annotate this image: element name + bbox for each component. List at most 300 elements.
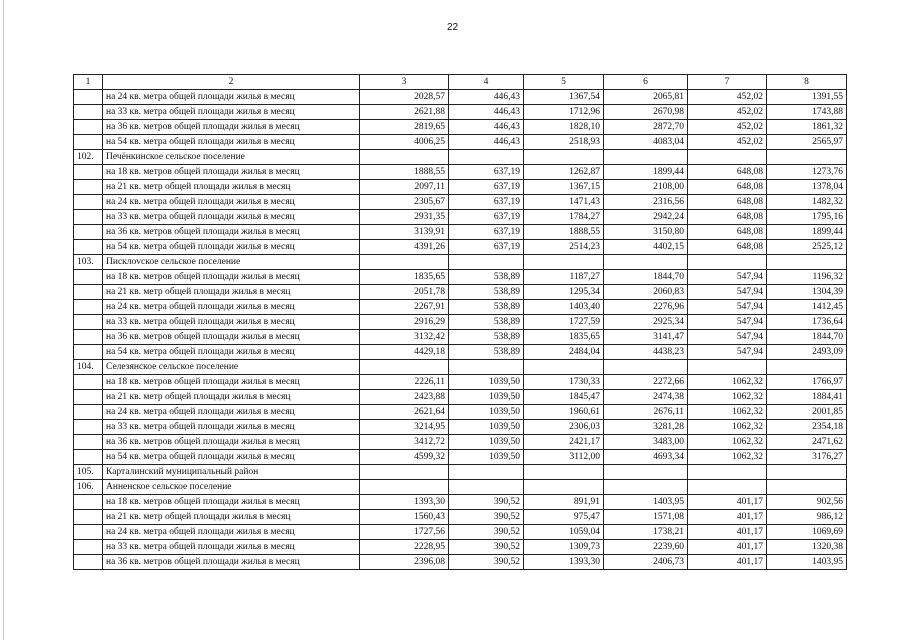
value-cell: 1960,61 — [524, 405, 604, 420]
table-row — [74, 405, 847, 420]
table-row — [74, 315, 847, 330]
header-cell: 8 — [767, 75, 847, 90]
description-cell: на 18 кв. метров общей площади жилья в месяц — [103, 270, 360, 285]
value-cell: 2493,09 — [767, 345, 847, 360]
value-cell: 547,94 — [688, 285, 767, 300]
table-row — [74, 90, 847, 105]
row-number-cell — [74, 225, 103, 240]
value-cell: 2267,91 — [360, 300, 449, 315]
value-cell: 2421,17 — [524, 435, 604, 450]
description-cell: на 54 кв. метра общей площади жилья в месяц — [103, 135, 360, 150]
description-cell: на 24 кв. метра общей площади жилья в месяц — [103, 300, 360, 315]
value-cell: 648,08 — [688, 210, 767, 225]
table-row — [74, 555, 847, 570]
row-number-cell: 103. — [74, 255, 103, 270]
value-cell: 2471,62 — [767, 435, 847, 450]
value-cell: 3150,80 — [604, 225, 688, 240]
value-cell: 1844,70 — [767, 330, 847, 345]
value-cell: 2305,67 — [360, 195, 449, 210]
section-row — [74, 360, 847, 375]
value-cell: 648,08 — [688, 180, 767, 195]
row-number-cell: 105. — [74, 465, 103, 480]
section-title-cell: Писклovское сельское поселение — [103, 255, 360, 270]
value-cell: 2518,93 — [524, 135, 604, 150]
value-cell: 2306,03 — [524, 420, 604, 435]
value-cell: 390,52 — [449, 525, 524, 540]
value-cell: 1039,50 — [449, 435, 524, 450]
value-cell: 1712,96 — [524, 105, 604, 120]
value-cell — [524, 255, 604, 270]
table-row — [74, 390, 847, 405]
value-cell: 1062,32 — [688, 375, 767, 390]
value-cell: 1304,39 — [767, 285, 847, 300]
table-row — [74, 120, 847, 135]
value-cell: 401,17 — [688, 555, 767, 570]
value-cell: 1861,32 — [767, 120, 847, 135]
description-cell: на 54 кв. метра общей площади жилья в месяц — [103, 345, 360, 360]
row-number-cell — [74, 495, 103, 510]
value-cell: 1888,55 — [524, 225, 604, 240]
value-cell: 1039,50 — [449, 390, 524, 405]
row-number-cell: 104. — [74, 360, 103, 375]
description-cell: на 21 кв. метр общей площади жилья в месяц — [103, 390, 360, 405]
value-cell: 2525,12 — [767, 240, 847, 255]
value-cell: 4429,18 — [360, 345, 449, 360]
value-cell: 648,08 — [688, 165, 767, 180]
value-cell: 1738,21 — [604, 525, 688, 540]
header-cell: 1 — [74, 75, 103, 90]
description-cell: на 24 кв. метра общей площади жилья в месяц — [103, 90, 360, 105]
value-cell — [688, 255, 767, 270]
description-cell: на 21 кв. метр общей площади жилья в месяц — [103, 285, 360, 300]
value-cell — [524, 360, 604, 375]
value-cell: 2406,73 — [604, 555, 688, 570]
value-cell: 2060,83 — [604, 285, 688, 300]
value-cell: 891,91 — [524, 495, 604, 510]
description-cell: на 21 кв. метр общей площади жилья в месяц — [103, 510, 360, 525]
scan-edge-line — [3, 0, 4, 640]
table-row — [74, 510, 847, 525]
value-cell: 1743,88 — [767, 105, 847, 120]
row-number-cell: 102. — [74, 150, 103, 165]
description-cell: на 24 кв. метра общей площади жилья в месяц — [103, 405, 360, 420]
table-row — [74, 300, 847, 315]
value-cell: 1039,50 — [449, 450, 524, 465]
table-row — [74, 105, 847, 120]
row-number-cell — [74, 420, 103, 435]
value-cell: 1039,50 — [449, 420, 524, 435]
value-cell: 1378,04 — [767, 180, 847, 195]
value-cell: 637,19 — [449, 210, 524, 225]
tariff-table — [73, 74, 847, 570]
description-cell: на 33 кв. метра общей площади жилья в месяц — [103, 540, 360, 555]
value-cell: 2228,95 — [360, 540, 449, 555]
value-cell: 401,17 — [688, 525, 767, 540]
value-cell: 4599,32 — [360, 450, 449, 465]
value-cell: 3176,27 — [767, 450, 847, 465]
value-cell: 1899,44 — [604, 165, 688, 180]
row-number-cell — [74, 105, 103, 120]
table-row — [74, 180, 847, 195]
description-cell: на 36 кв. метров общей площади жилья в месяц — [103, 330, 360, 345]
value-cell: 2097,11 — [360, 180, 449, 195]
row-number-cell — [74, 345, 103, 360]
value-cell — [688, 150, 767, 165]
value-cell: 637,19 — [449, 165, 524, 180]
description-cell: на 33 кв. метра общей площади жилья в месяц — [103, 420, 360, 435]
value-cell: 547,94 — [688, 270, 767, 285]
description-cell: на 54 кв. метра общей площади жилья в месяц — [103, 450, 360, 465]
value-cell: 446,43 — [449, 135, 524, 150]
description-cell: на 18 кв. метров общей площади жилья в месяц — [103, 495, 360, 510]
value-cell: 452,02 — [688, 105, 767, 120]
value-cell — [767, 480, 847, 495]
value-cell: 401,17 — [688, 510, 767, 525]
value-cell — [524, 465, 604, 480]
description-cell: на 33 кв. метра общей площади жилья в месяц — [103, 315, 360, 330]
value-cell: 3141,47 — [604, 330, 688, 345]
value-cell: 1403,95 — [604, 495, 688, 510]
value-cell: 1884,41 — [767, 390, 847, 405]
value-cell: 390,52 — [449, 540, 524, 555]
value-cell — [524, 480, 604, 495]
value-cell: 1727,56 — [360, 525, 449, 540]
row-number-cell — [74, 435, 103, 450]
value-cell: 538,89 — [449, 300, 524, 315]
value-cell — [604, 360, 688, 375]
table-row — [74, 165, 847, 180]
value-cell: 1412,45 — [767, 300, 847, 315]
value-cell: 1727,59 — [524, 315, 604, 330]
description-cell: на 18 кв. метров общей площади жилья в месяц — [103, 375, 360, 390]
value-cell: 2621,64 — [360, 405, 449, 420]
value-cell: 4083,04 — [604, 135, 688, 150]
value-cell: 1062,32 — [688, 435, 767, 450]
value-cell: 1795,16 — [767, 210, 847, 225]
table-row — [74, 345, 847, 360]
header-cell: 3 — [360, 75, 449, 90]
value-cell — [688, 360, 767, 375]
value-cell: 1062,32 — [688, 450, 767, 465]
value-cell: 637,19 — [449, 225, 524, 240]
value-cell: 2276,96 — [604, 300, 688, 315]
value-cell: 2051,78 — [360, 285, 449, 300]
value-cell: 3139,91 — [360, 225, 449, 240]
value-cell: 2676,11 — [604, 405, 688, 420]
value-cell — [604, 465, 688, 480]
value-cell: 1039,50 — [449, 405, 524, 420]
value-cell: 446,43 — [449, 120, 524, 135]
value-cell: 1309,73 — [524, 540, 604, 555]
value-cell: 2484,04 — [524, 345, 604, 360]
value-cell: 2108,00 — [604, 180, 688, 195]
description-cell: на 36 кв. метров общей площади жилья в месяц — [103, 435, 360, 450]
row-number-cell: 106. — [74, 480, 103, 495]
value-cell: 3483,00 — [604, 435, 688, 450]
value-cell: 2316,56 — [604, 195, 688, 210]
page-number: 22 — [446, 22, 459, 33]
value-cell — [449, 150, 524, 165]
section-row — [74, 480, 847, 495]
table-row — [74, 285, 847, 300]
value-cell: 1295,34 — [524, 285, 604, 300]
value-cell: 2423,88 — [360, 390, 449, 405]
value-cell: 3132,42 — [360, 330, 449, 345]
value-cell — [604, 480, 688, 495]
value-cell: 2354,18 — [767, 420, 847, 435]
value-cell: 2942,24 — [604, 210, 688, 225]
description-cell: на 24 кв. метра общей площади жилья в месяц — [103, 525, 360, 540]
description-cell: на 33 кв. метра общей площади жилья в месяц — [103, 105, 360, 120]
description-cell: на 36 кв. метров общей площади жилья в месяц — [103, 555, 360, 570]
value-cell — [767, 360, 847, 375]
value-cell: 1482,32 — [767, 195, 847, 210]
table-row — [74, 225, 847, 240]
value-cell: 648,08 — [688, 240, 767, 255]
value-cell — [767, 255, 847, 270]
value-cell: 1062,32 — [688, 390, 767, 405]
value-cell: 547,94 — [688, 330, 767, 345]
value-cell: 637,19 — [449, 195, 524, 210]
value-cell: 4402,15 — [604, 240, 688, 255]
value-cell: 1039,50 — [449, 375, 524, 390]
value-cell: 2670,98 — [604, 105, 688, 120]
value-cell: 648,08 — [688, 195, 767, 210]
value-cell: 1393,30 — [360, 495, 449, 510]
value-cell — [604, 150, 688, 165]
section-title-cell: Анненское сельское поселение — [103, 480, 360, 495]
row-number-cell — [74, 375, 103, 390]
value-cell: 1393,30 — [524, 555, 604, 570]
value-cell — [688, 480, 767, 495]
row-number-cell — [74, 315, 103, 330]
table-row — [74, 495, 847, 510]
value-cell: 4438,23 — [604, 345, 688, 360]
value-cell: 2226,11 — [360, 375, 449, 390]
value-cell: 1069,69 — [767, 525, 847, 540]
value-cell: 1784,27 — [524, 210, 604, 225]
value-cell: 538,89 — [449, 330, 524, 345]
row-number-cell — [74, 450, 103, 465]
value-cell — [360, 255, 449, 270]
value-cell: 2396,08 — [360, 555, 449, 570]
value-cell — [360, 150, 449, 165]
section-row — [74, 255, 847, 270]
value-cell: 1736,64 — [767, 315, 847, 330]
value-cell: 538,89 — [449, 285, 524, 300]
value-cell: 2065,81 — [604, 90, 688, 105]
row-number-cell — [74, 390, 103, 405]
section-title-cell: Селезянское сельское поселение — [103, 360, 360, 375]
row-number-cell — [74, 120, 103, 135]
value-cell: 1367,54 — [524, 90, 604, 105]
value-cell: 1403,40 — [524, 300, 604, 315]
value-cell: 2925,34 — [604, 315, 688, 330]
value-cell: 1835,65 — [524, 330, 604, 345]
table-header-row — [74, 75, 847, 90]
header-cell: 6 — [604, 75, 688, 90]
value-cell: 2239,60 — [604, 540, 688, 555]
value-cell: 2474,38 — [604, 390, 688, 405]
row-number-cell — [74, 330, 103, 345]
value-cell: 1059,04 — [524, 525, 604, 540]
value-cell: 1403,95 — [767, 555, 847, 570]
value-cell: 4693,34 — [604, 450, 688, 465]
value-cell: 1828,10 — [524, 120, 604, 135]
row-number-cell — [74, 510, 103, 525]
value-cell: 401,17 — [688, 540, 767, 555]
value-cell: 452,02 — [688, 135, 767, 150]
value-cell: 1062,32 — [688, 405, 767, 420]
value-cell: 637,19 — [449, 240, 524, 255]
value-cell: 2872,70 — [604, 120, 688, 135]
value-cell: 975,47 — [524, 510, 604, 525]
value-cell: 1262,87 — [524, 165, 604, 180]
value-cell — [360, 360, 449, 375]
value-cell: 2001,85 — [767, 405, 847, 420]
table-row — [74, 375, 847, 390]
row-number-cell — [74, 90, 103, 105]
row-number-cell — [74, 285, 103, 300]
value-cell — [360, 480, 449, 495]
row-number-cell — [74, 210, 103, 225]
value-cell: 2272,66 — [604, 375, 688, 390]
table-row — [74, 525, 847, 540]
row-number-cell — [74, 540, 103, 555]
header-cell: 7 — [688, 75, 767, 90]
value-cell: 538,89 — [449, 270, 524, 285]
value-cell: 446,43 — [449, 90, 524, 105]
value-cell — [767, 150, 847, 165]
value-cell: 1560,43 — [360, 510, 449, 525]
row-number-cell — [74, 270, 103, 285]
value-cell: 2819,65 — [360, 120, 449, 135]
description-cell: на 18 кв. метров общей площади жилья в месяц — [103, 165, 360, 180]
value-cell: 547,94 — [688, 315, 767, 330]
value-cell: 1187,27 — [524, 270, 604, 285]
section-title-cell: Печёнкинское сельское поселение — [103, 150, 360, 165]
value-cell: 986,12 — [767, 510, 847, 525]
description-cell: на 54 кв. метра общей площади жилья в месяц — [103, 240, 360, 255]
description-cell: на 33 кв. метра общей площади жилья в месяц — [103, 210, 360, 225]
description-cell: на 36 кв. метров общей площади жилья в месяц — [103, 225, 360, 240]
value-cell: 2916,29 — [360, 315, 449, 330]
value-cell: 547,94 — [688, 345, 767, 360]
value-cell: 390,52 — [449, 555, 524, 570]
value-cell: 446,43 — [449, 105, 524, 120]
description-cell: на 36 кв. метров общей площади жилья в месяц — [103, 120, 360, 135]
value-cell — [604, 255, 688, 270]
section-row — [74, 150, 847, 165]
value-cell: 3214,95 — [360, 420, 449, 435]
row-number-cell — [74, 240, 103, 255]
value-cell: 2931,35 — [360, 210, 449, 225]
description-cell: на 21 кв. метр общей площади жилья в месяц — [103, 180, 360, 195]
value-cell: 1845,47 — [524, 390, 604, 405]
value-cell: 452,02 — [688, 90, 767, 105]
row-number-cell — [74, 180, 103, 195]
value-cell: 1320,38 — [767, 540, 847, 555]
value-cell: 1367,15 — [524, 180, 604, 195]
value-cell: 3412,72 — [360, 435, 449, 450]
value-cell: 4391,26 — [360, 240, 449, 255]
table-row — [74, 270, 847, 285]
table-row — [74, 330, 847, 345]
table-row — [74, 420, 847, 435]
table-row — [74, 195, 847, 210]
value-cell: 1571,08 — [604, 510, 688, 525]
section-title-cell: Карталинский муниципальный район — [103, 465, 360, 480]
value-cell: 452,02 — [688, 120, 767, 135]
value-cell — [449, 465, 524, 480]
value-cell: 3112,00 — [524, 450, 604, 465]
row-number-cell — [74, 555, 103, 570]
table-row — [74, 210, 847, 225]
value-cell: 2028,57 — [360, 90, 449, 105]
value-cell — [688, 465, 767, 480]
description-cell: на 24 кв. метра общей площади жилья в месяц — [103, 195, 360, 210]
value-cell — [449, 255, 524, 270]
value-cell: 2565,97 — [767, 135, 847, 150]
value-cell: 902,56 — [767, 495, 847, 510]
header-cell: 4 — [449, 75, 524, 90]
row-number-cell — [74, 165, 103, 180]
value-cell: 547,94 — [688, 300, 767, 315]
table-row — [74, 450, 847, 465]
value-cell: 3281,28 — [604, 420, 688, 435]
value-cell: 538,89 — [449, 315, 524, 330]
value-cell: 401,17 — [688, 495, 767, 510]
value-cell: 2514,23 — [524, 240, 604, 255]
row-number-cell — [74, 405, 103, 420]
value-cell: 1888,55 — [360, 165, 449, 180]
value-cell: 538,89 — [449, 345, 524, 360]
value-cell: 1766,97 — [767, 375, 847, 390]
value-cell: 1062,32 — [688, 420, 767, 435]
value-cell: 1835,65 — [360, 270, 449, 285]
row-number-cell — [74, 525, 103, 540]
value-cell: 4006,25 — [360, 135, 449, 150]
table-row — [74, 240, 847, 255]
value-cell: 1844,70 — [604, 270, 688, 285]
value-cell: 637,19 — [449, 180, 524, 195]
header-cell: 2 — [103, 75, 360, 90]
value-cell: 1471,43 — [524, 195, 604, 210]
row-number-cell — [74, 300, 103, 315]
table-row — [74, 135, 847, 150]
row-number-cell — [74, 195, 103, 210]
value-cell: 1899,44 — [767, 225, 847, 240]
value-cell: 1273,76 — [767, 165, 847, 180]
value-cell: 390,52 — [449, 510, 524, 525]
value-cell: 648,08 — [688, 225, 767, 240]
value-cell — [767, 465, 847, 480]
value-cell — [449, 480, 524, 495]
value-cell — [360, 465, 449, 480]
table-row — [74, 540, 847, 555]
value-cell: 390,52 — [449, 495, 524, 510]
header-cell: 5 — [524, 75, 604, 90]
value-cell: 2621,88 — [360, 105, 449, 120]
value-cell — [524, 150, 604, 165]
value-cell: 1730,33 — [524, 375, 604, 390]
value-cell: 1196,32 — [767, 270, 847, 285]
value-cell: 1391,55 — [767, 90, 847, 105]
row-number-cell — [74, 135, 103, 150]
table-row — [74, 435, 847, 450]
value-cell — [449, 360, 524, 375]
section-row — [74, 465, 847, 480]
